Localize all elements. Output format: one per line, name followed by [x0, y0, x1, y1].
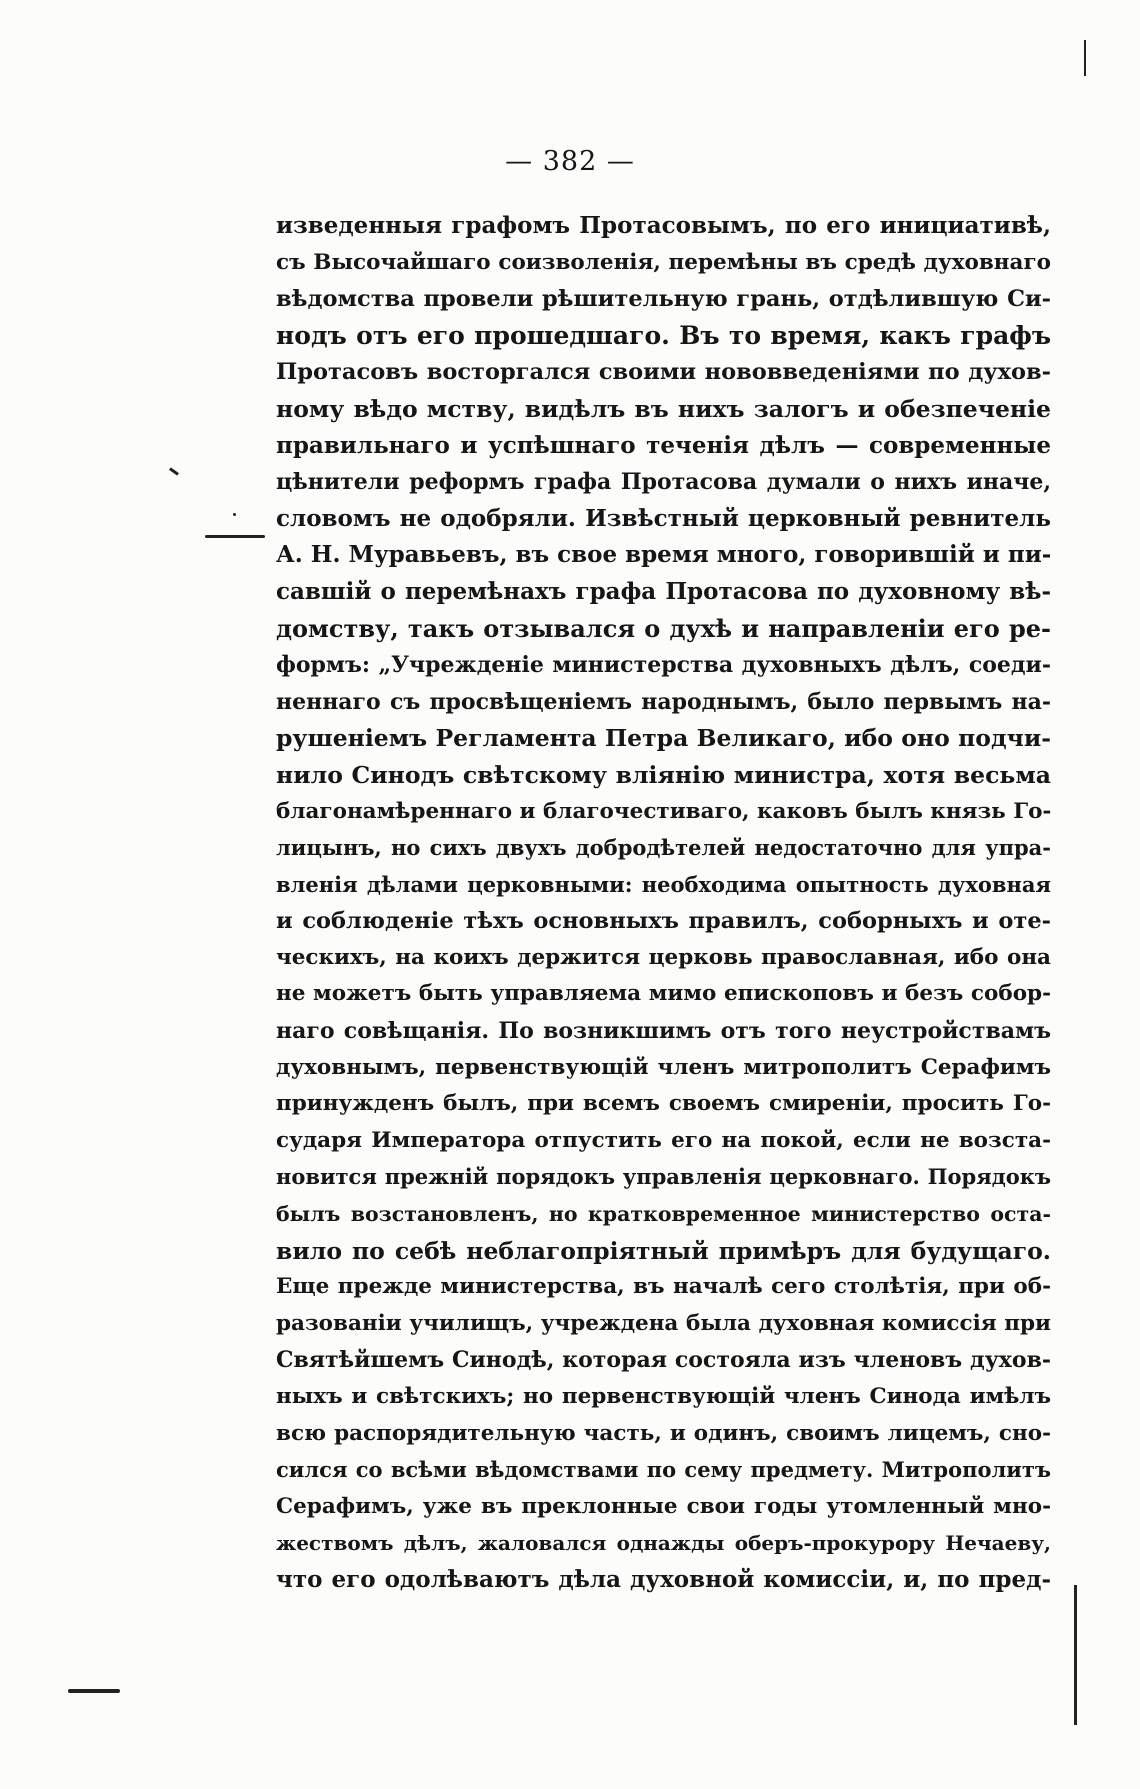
page-edge-mark: [1084, 40, 1086, 76]
margin-dash-mark: [205, 535, 265, 538]
text-line: сударя Императора отпустить его на покой, если не возста-: [276, 1127, 1051, 1153]
text-line: всю распорядительную часть, и одинъ, своимъ лицемъ, сно-: [276, 1420, 1051, 1446]
text-line: Протасовъ восторгался своими нововведеніями по духов-: [276, 359, 1051, 386]
text-line: савшій о перемѣнахъ графа Протасова по духовному вѣ-: [276, 577, 1051, 605]
text-line: новится прежній порядокъ управленія церковнаго. Порядокъ: [276, 1164, 1051, 1190]
margin-smudge-mark: [68, 1689, 120, 1693]
text-line: нило Синодъ свѣтскому вліянію министра, хотя весьма: [276, 760, 1051, 789]
text-line: разованіи училищъ, учреждена была духовная комиссія при: [276, 1310, 1051, 1336]
body-text: [276, 208, 1051, 1599]
text-line: и соблюденіе тѣхъ основныхъ правилъ, соборныхъ и оте-: [276, 908, 1051, 935]
page-edge-mark: [1074, 1585, 1077, 1725]
text-line: А. Н. Муравьевъ, въ свое время много, говорившій и пи-: [276, 541, 1051, 569]
text-line: нодъ отъ его прошедшаго. Въ то время, какъ графъ: [276, 320, 1051, 350]
text-line: вило по себѣ неблагопріятный примѣръ для будущаго.: [276, 1236, 1051, 1265]
text-line: вленія дѣлами церковными: необходима опытность духовная: [276, 871, 1051, 897]
page-number: — 382 —: [505, 146, 635, 177]
margin-dot-mark: [233, 513, 236, 516]
text-line: что его одолѣваютъ дѣла духовной комиссіи, и, по пред-: [276, 1565, 1051, 1593]
text-line: неннаго съ просвѣщеніемъ народнымъ, было первымъ на-: [276, 688, 1051, 715]
text-line: Святѣйшемъ Синодѣ, которая состояла изъ членовъ духов-: [276, 1347, 1051, 1374]
text-line: принужденъ былъ, при всемъ своемъ смиреніи, просить Го-: [276, 1091, 1051, 1117]
text-line: ческихъ, на коихъ держится церковь православная, ибо она: [276, 944, 1051, 970]
text-line: жествомъ дѣлъ, жаловался однажды оберъ-прокурору Нечаеву,: [276, 1531, 1051, 1556]
text-line: рушеніемъ Регламента Петра Великаго, ибо оно подчи-: [276, 724, 1051, 753]
text-line: духовнымъ, первенствующій членъ митрополитъ Серафимъ: [276, 1054, 1051, 1080]
text-line: Еще прежде министерства, въ началѣ сего столѣтія, при об-: [276, 1274, 1051, 1300]
text-line: изведенныя графомъ Протасовымъ, по его инициативѣ,: [276, 212, 1051, 239]
text-line: вѣдомства провели рѣшительную грань, отдѣлившую Си-: [276, 286, 1051, 313]
text-line: не можетъ быть управляема мимо епископовъ и безъ собор-: [276, 981, 1051, 1007]
text-line: формъ: „Учрежденіе министерства духовныхъ дѣлъ, соеди-: [276, 652, 1051, 679]
text-line: правильнаго и успѣшнаго теченія дѣлъ — современные: [276, 431, 1051, 459]
text-line: лицынъ, но сихъ двухъ добродѣтелей недостаточно для упра-: [276, 835, 1051, 861]
text-line: наго совѣщанія. По возникшимъ отъ того неустройствамъ: [276, 1018, 1051, 1045]
text-line: сился со всѣми вѣдомствами по сему предмету. Митрополитъ: [276, 1457, 1051, 1483]
text-line: домству, такъ отзывался о духѣ и направленіи его ре-: [276, 613, 1051, 643]
text-line: Серафимъ, уже въ преклонные свои годы утомленный мно-: [276, 1493, 1051, 1519]
margin-tick-mark: [169, 467, 179, 475]
text-line: цѣнители реформъ графа Протасова думали о нихъ иначе,: [276, 469, 1051, 496]
text-line: съ Высочайшаго соизволенія, перемѣны въ средѣ духовнаго: [276, 249, 1051, 275]
text-line: ныхъ и свѣтскихъ; но первенствующій членъ Синода имѣлъ: [276, 1384, 1051, 1409]
text-line: благонамѣреннаго и благочестиваго, каковъ былъ князь Го-: [276, 798, 1051, 824]
text-line: былъ возстановленъ, но кратковременное министерство оста-: [276, 1202, 1051, 1227]
text-line: словомъ не одобряли. Извѣстный церковный ревнитель: [276, 504, 1051, 532]
text-line: ному вѣдо мству, видѣлъ въ нихъ залогъ и обезпеченіе: [276, 394, 1051, 423]
